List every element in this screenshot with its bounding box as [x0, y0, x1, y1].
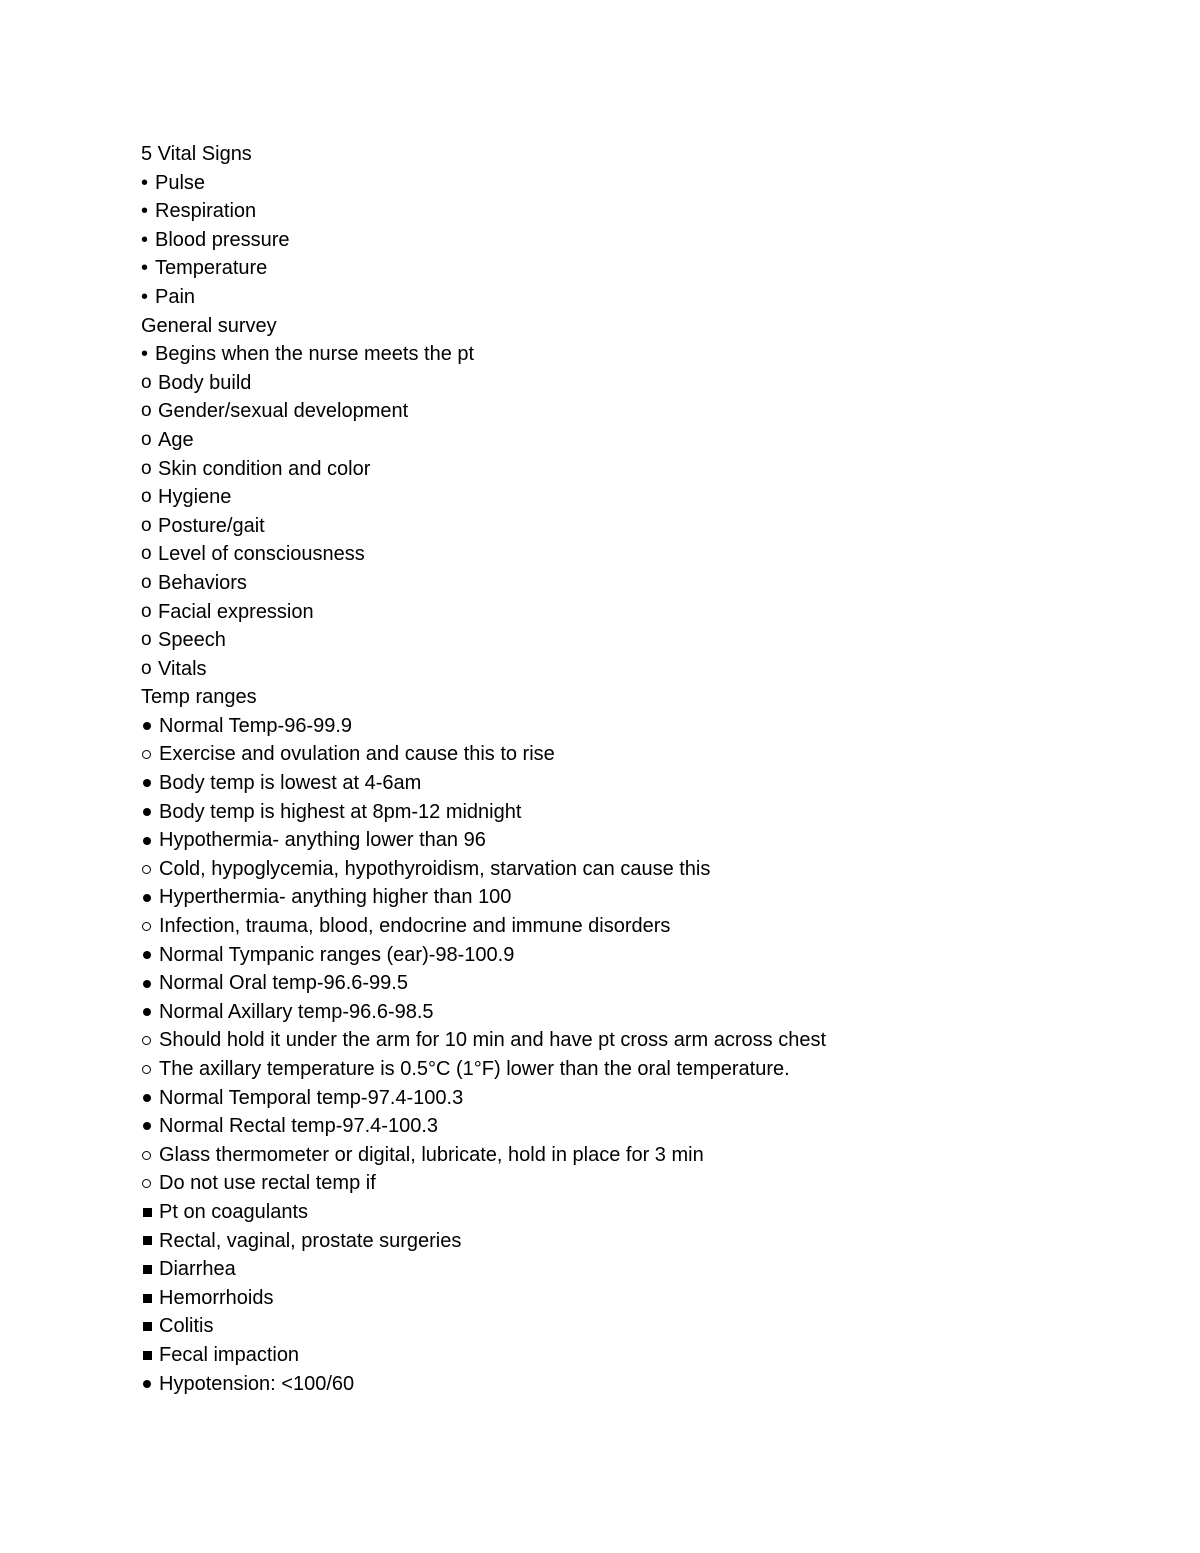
line-text: Diarrhea [159, 1258, 236, 1281]
line-text: Speech [158, 629, 226, 652]
list-item [141, 1112, 1141, 1141]
sub-bullet-icon: o [141, 457, 152, 479]
hollow-circle-bullet-icon [142, 1065, 151, 1074]
line-text: Hyperthermia- anything higher than 100 [159, 886, 512, 909]
line-text: Gender/sexual development [158, 400, 409, 423]
list-item [141, 1312, 1141, 1341]
line-text: Vitals [158, 657, 207, 680]
line-text: Body temp is highest at 8pm-12 midnight [159, 800, 522, 823]
filled-circle-bullet-icon [143, 894, 151, 902]
list-item [141, 912, 1141, 941]
line-text: The axillary temperature is 0.5°C (1°F) lower than the oral temperature. [159, 1058, 790, 1080]
list-item [141, 712, 1141, 741]
sub-bullet-icon: o [141, 657, 152, 679]
filled-circle-bullet-icon [143, 1094, 151, 1102]
line-text: Normal Rectal temp-97.4-100.3 [159, 1115, 439, 1138]
line-text: Should hold it under the arm for 10 min and have pt cross arm across chest [159, 1029, 827, 1052]
bullet-icon: • [141, 285, 149, 308]
square-bullet-icon [143, 1322, 152, 1331]
hollow-circle-bullet-icon [142, 1151, 151, 1160]
line-text: Level of consciousness [158, 543, 365, 566]
square-bullet-icon [143, 1208, 152, 1217]
line-text: Rectal, vaginal, prostate surgeries [159, 1229, 462, 1252]
line-text: Fecal impaction [159, 1343, 300, 1366]
line-text: Hygiene [158, 486, 232, 509]
filled-circle-bullet-icon [143, 951, 151, 959]
list-item [141, 254, 1141, 283]
line-text: Normal Temp-96-99.9 [159, 714, 353, 737]
sub-bullet-icon: o [141, 400, 152, 422]
line-text: Body temp is lowest at 4-6am [159, 772, 422, 795]
list-item [141, 512, 1141, 541]
hollow-circle-bullet-icon [142, 1036, 151, 1045]
list-item [141, 340, 1141, 369]
list-item [141, 169, 1141, 198]
sub-bullet-icon: o [141, 371, 152, 393]
filled-circle-bullet-icon [143, 1008, 151, 1016]
list-item [141, 426, 1141, 455]
line-text: Begins when the nurse meets the pt [155, 343, 475, 366]
list-item [141, 1141, 1141, 1170]
sub-bullet-icon: o [141, 543, 152, 565]
filled-circle-bullet-icon [143, 1122, 151, 1130]
line-text: Glass thermometer or digital, lubricate, hold in place for 3 min [159, 1143, 704, 1166]
list-item [141, 226, 1141, 255]
bullet-icon: • [141, 228, 149, 251]
hollow-circle-bullet-icon [142, 865, 151, 874]
list-item [141, 397, 1141, 426]
list-item [141, 1227, 1141, 1256]
line-text: 5 Vital Signs [141, 143, 252, 165]
document-body [141, 140, 1141, 1398]
list-item [141, 1198, 1141, 1227]
hollow-circle-bullet-icon [142, 750, 151, 759]
list-item [141, 1255, 1141, 1284]
section-heading [141, 683, 1141, 712]
list-item [141, 855, 1141, 884]
square-bullet-icon [143, 1236, 152, 1245]
square-bullet-icon [143, 1294, 152, 1303]
filled-circle-bullet-icon [143, 1380, 151, 1388]
line-text: Cold, hypoglycemia, hypothyroidism, starvation can cause this [159, 857, 711, 880]
line-text: Infection, trauma, blood, endocrine and immune disorders [159, 915, 671, 938]
bullet-icon: • [141, 343, 149, 366]
sub-bullet-icon: o [141, 514, 152, 536]
line-text: Age [158, 428, 194, 451]
list-item [141, 826, 1141, 855]
list-item [141, 1026, 1141, 1055]
line-text: Pain [155, 285, 196, 308]
line-text: Temperature [155, 257, 268, 280]
line-text: Facial expression [158, 600, 314, 623]
line-text: Blood pressure [155, 228, 290, 251]
line-text: Normal Oral temp-96.6-99.5 [159, 972, 408, 995]
list-item [141, 1055, 1141, 1084]
section-heading [141, 140, 1141, 169]
line-text: Behaviors [158, 571, 247, 594]
filled-circle-bullet-icon [143, 980, 151, 988]
hollow-circle-bullet-icon [142, 922, 151, 931]
line-text: Skin condition and color [158, 457, 371, 480]
line-text: Colitis [159, 1315, 214, 1338]
line-text: General survey [141, 314, 277, 337]
list-item [141, 626, 1141, 655]
list-item [141, 1284, 1141, 1313]
line-text: Pulse [155, 171, 206, 194]
hollow-circle-bullet-icon [142, 1179, 151, 1188]
bullet-icon: • [141, 257, 149, 280]
square-bullet-icon [143, 1351, 152, 1360]
line-text: Exercise and ovulation and cause this to rise [159, 743, 555, 766]
line-text: Temp ranges [141, 686, 257, 709]
list-item [141, 740, 1141, 769]
sub-bullet-icon: o [141, 571, 152, 593]
line-text: Hypotension: <100/60 [159, 1372, 355, 1395]
line-text: Body build [158, 371, 252, 394]
list-item [141, 283, 1141, 312]
list-item [141, 540, 1141, 569]
list-item [141, 1341, 1141, 1370]
filled-circle-bullet-icon [143, 779, 151, 787]
bullet-icon: • [141, 200, 149, 223]
filled-circle-bullet-icon [143, 722, 151, 730]
list-item [141, 197, 1141, 226]
list-item [141, 1370, 1141, 1399]
line-text: Hemorrhoids [159, 1286, 274, 1309]
list-item [141, 569, 1141, 598]
list-item [141, 798, 1141, 827]
line-text: Normal Tympanic ranges (ear)-98-100.9 [159, 943, 515, 966]
section-heading [141, 312, 1141, 341]
list-item [141, 969, 1141, 998]
list-item [141, 883, 1141, 912]
list-item [141, 369, 1141, 398]
sub-bullet-icon: o [141, 428, 152, 450]
filled-circle-bullet-icon [143, 837, 151, 845]
line-text: Respiration [155, 200, 257, 223]
line-text: Posture/gait [158, 514, 265, 537]
list-item [141, 941, 1141, 970]
line-text: Do not use rectal temp if [159, 1172, 376, 1195]
sub-bullet-icon: o [141, 629, 152, 651]
line-text: Normal Temporal temp-97.4-100.3 [159, 1086, 464, 1109]
list-item [141, 455, 1141, 484]
list-item [141, 769, 1141, 798]
list-item [141, 1169, 1141, 1198]
sub-bullet-icon: o [141, 486, 152, 508]
list-item [141, 655, 1141, 684]
list-item [141, 1084, 1141, 1113]
line-text: Normal Axillary temp-96.6-98.5 [159, 1000, 434, 1023]
list-item [141, 998, 1141, 1027]
square-bullet-icon [143, 1265, 152, 1274]
line-text: Pt on coagulants [159, 1200, 308, 1223]
bullet-icon: • [141, 171, 149, 194]
sub-bullet-icon: o [141, 600, 152, 622]
line-text: Hypothermia- anything lower than 96 [159, 829, 486, 852]
list-item [141, 598, 1141, 627]
list-item [141, 483, 1141, 512]
filled-circle-bullet-icon [143, 808, 151, 816]
